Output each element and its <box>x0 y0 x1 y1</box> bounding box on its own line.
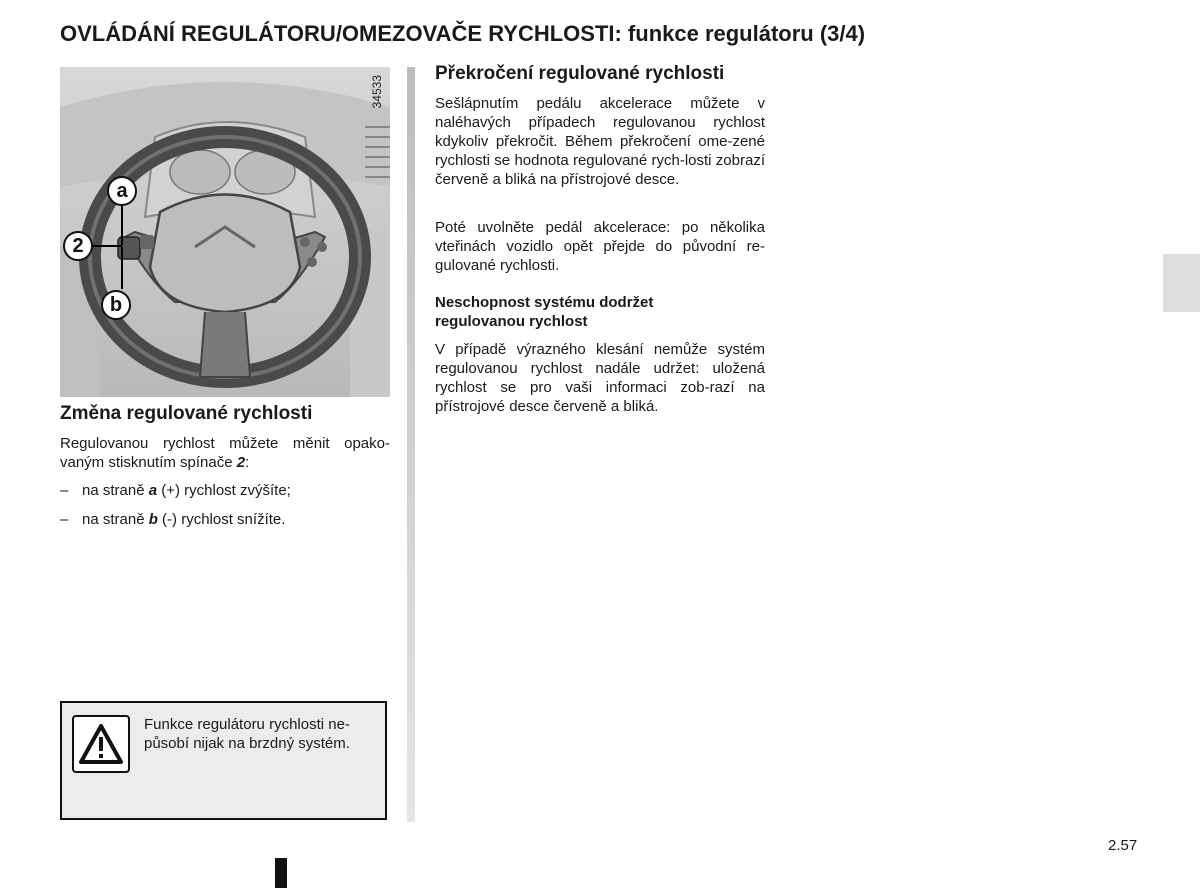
page-registration-mark <box>275 858 287 888</box>
column-divider <box>407 67 415 822</box>
change-speed-intro <box>60 434 390 472</box>
section-heading-change-speed: Změna regulované rychlosti <box>60 403 313 424</box>
list-item-increase <box>60 481 291 500</box>
bullet-side-ref: b <box>148 511 158 528</box>
chapter-tab <box>1163 254 1200 312</box>
subheading-line-1: Neschopnost systému dodržet <box>435 294 654 311</box>
bullet-suffix: (+) rychlost zvýšíte; <box>157 482 291 499</box>
warning-triangle-icon <box>72 715 130 773</box>
steering-wheel-illustration <box>60 67 390 397</box>
bullet-dash: – <box>60 482 69 499</box>
callout-2: 2 <box>63 231 93 261</box>
section-heading-exceeding-speed: Překročení regulované rychlosti <box>435 63 725 84</box>
intro-suffix: : <box>245 454 250 471</box>
list-item-decrease <box>60 510 285 529</box>
bullet-prefix: na straně <box>82 482 149 499</box>
inability-paragraph: V případě výrazného klesání nemůže systém regulovanou rychlost nadále udržet: uložená rychlost se pro vaši informaci zob-razí na přístrojové desce červeně a bliká. <box>435 341 765 415</box>
subheading-line-2: regulovanou rychlost <box>435 313 588 330</box>
figure-reference-number: 34533 <box>370 75 384 109</box>
page-title: OVLÁDÁNÍ REGULÁTORU/OMEZOVAČE RYCHLOSTI: funkce regulátoru (3/4) <box>60 21 866 46</box>
intro-text: Regulovanou rychlost můžete měnit opako-vaným stisknutím spínače <box>60 435 390 471</box>
exceeding-speed-paragraph: Sešlápnutím pedálu akcelerace můžete v naléhavých případech regulovanou rychlost kdykoliv překročit. Během překročení ome-zené rychlosti se hodnota regulované rych-losti zobrazí červeně a bliká na přístrojové desce. <box>435 95 765 188</box>
bullet-side-ref: a <box>148 482 158 499</box>
callout-b: b <box>101 290 131 320</box>
bullet-prefix: na straně <box>82 511 149 528</box>
bullet-dash: – <box>60 511 69 528</box>
subheading-inability <box>435 293 653 331</box>
callout-a: a <box>107 176 137 206</box>
warning-text: Funkce regulátoru rychlosti ne-působí nijak na brzdný systém. <box>144 716 350 752</box>
warning-box <box>60 701 387 820</box>
bullet-suffix: (-) rychlost snížíte. <box>157 511 286 528</box>
release-pedal-paragraph: Poté uvolněte pedál akcelerace: po několika vteřinách vozidlo opět přejde do původní re-gulované rychlosti. <box>435 219 765 274</box>
steering-wheel-drawing <box>60 67 390 397</box>
intro-switch-ref: 2 <box>236 454 246 471</box>
page-number: 2.57 <box>1108 837 1138 854</box>
